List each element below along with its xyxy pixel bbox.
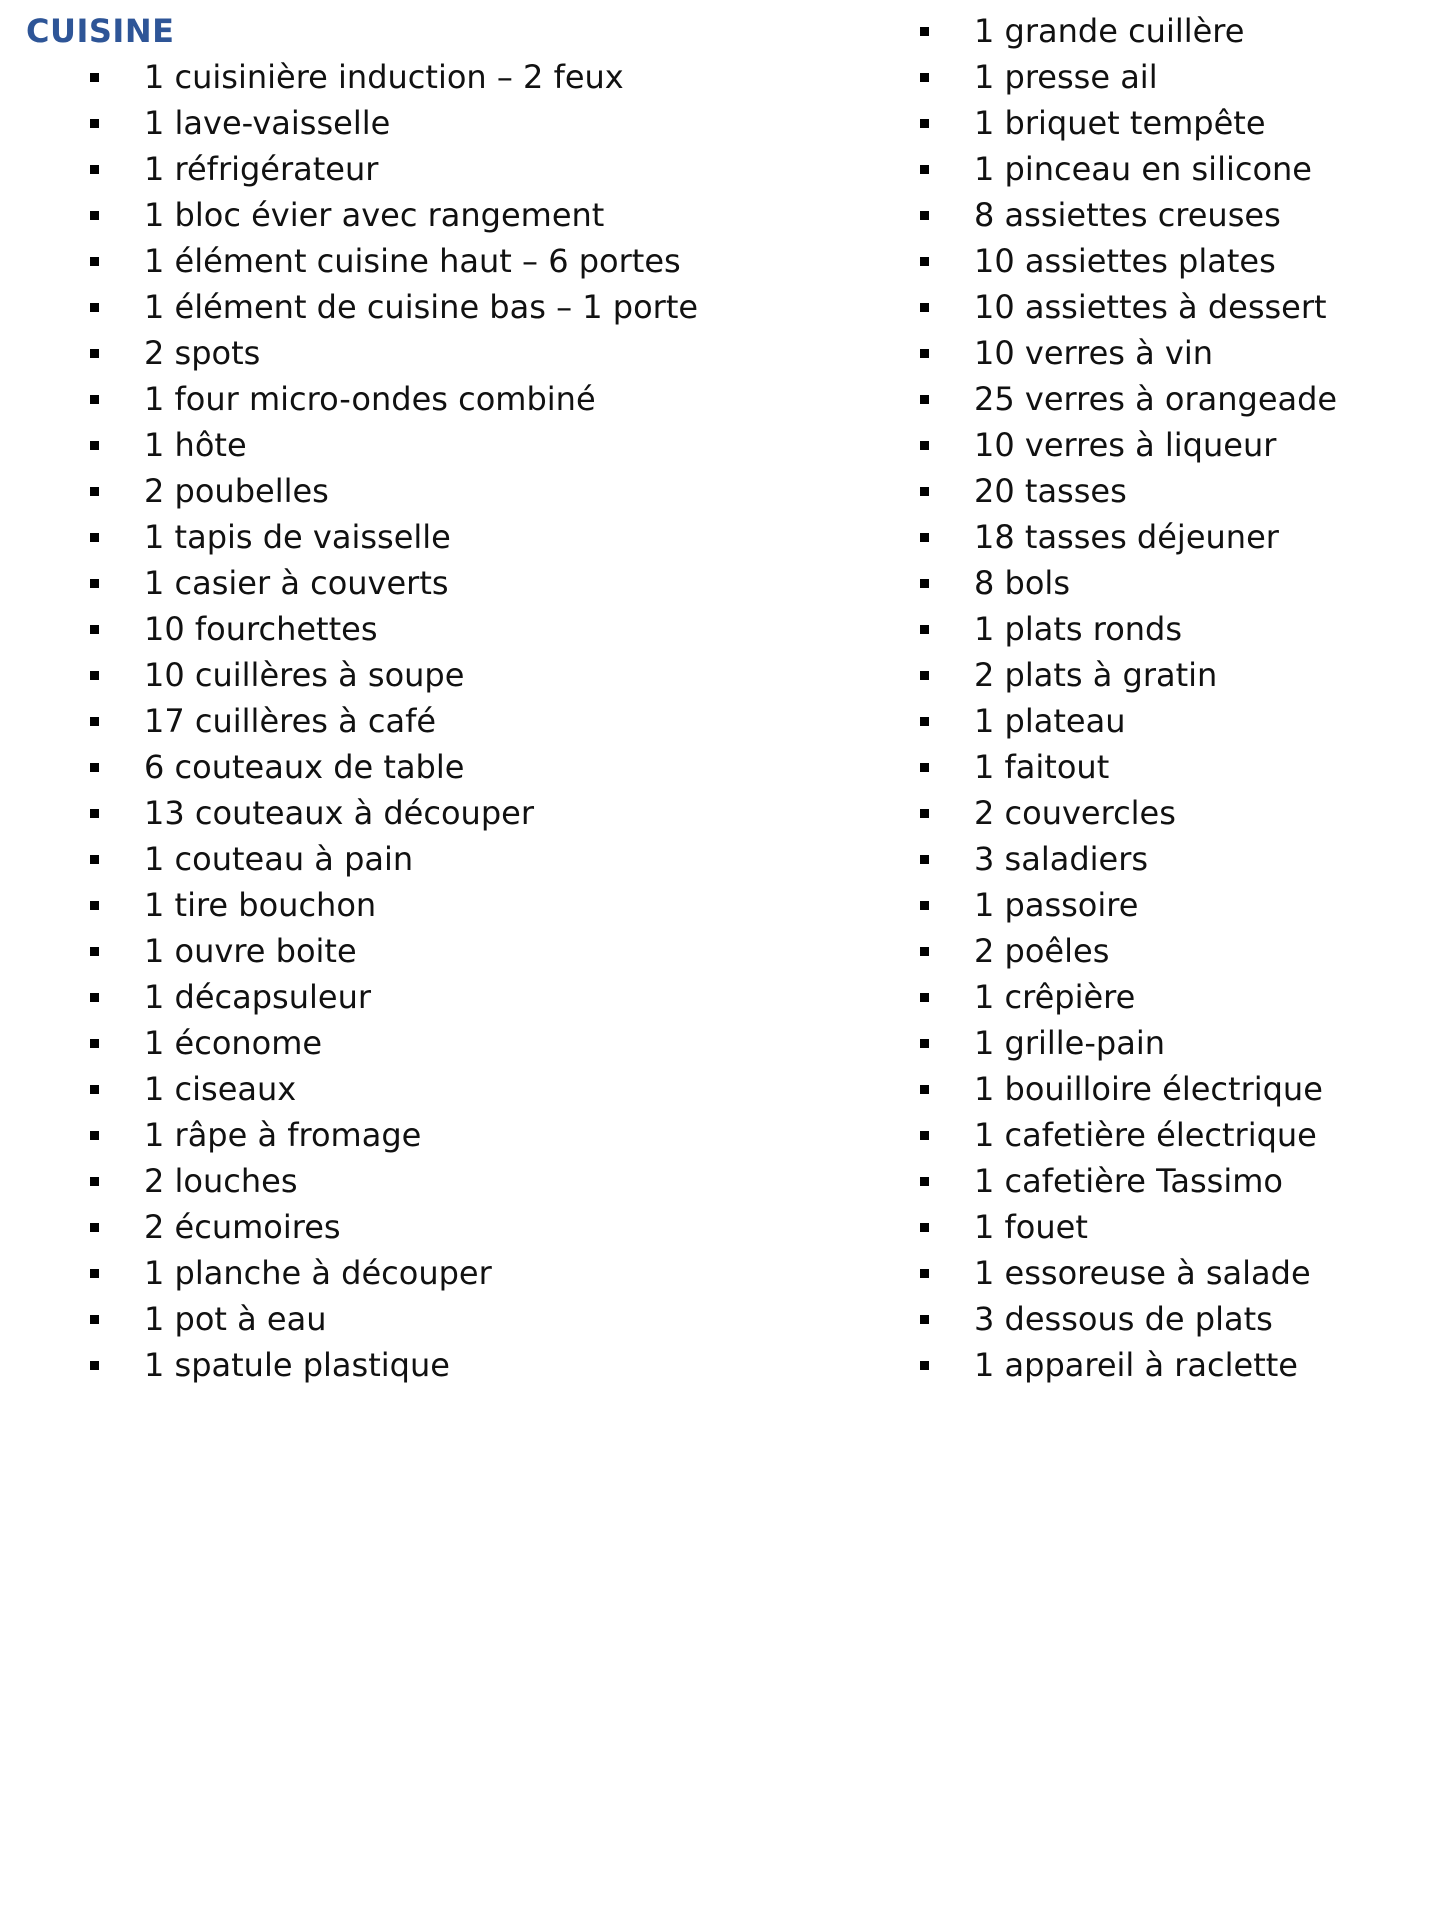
square-bullet-icon [920,1039,929,1048]
square-bullet-icon [920,119,929,128]
list-item-label: 1 plateau [974,702,1126,740]
square-bullet-icon [90,625,99,634]
list-item-label: 1 planche à découper [144,1254,492,1292]
list-item-label: 10 fourchettes [144,610,378,648]
list-item-label: 2 louches [144,1162,298,1200]
list-item-label: 1 cafetière Tassimo [974,1162,1283,1200]
list-item-label: 10 verres à vin [974,334,1213,372]
square-bullet-icon [920,73,929,82]
square-bullet-icon [920,487,929,496]
list-item [0,1158,880,1204]
list-item-label: 1 cuisinière induction – 2 feux [144,58,624,96]
square-bullet-icon [920,533,929,542]
square-bullet-icon [90,165,99,174]
list-item [0,1250,880,1296]
list-item-label: 6 couteaux de table [144,748,465,786]
section-heading-cuisine: CUISINE [26,12,175,50]
list-item-label: 1 lave-vaisselle [144,104,391,142]
square-bullet-icon [920,349,929,358]
square-bullet-icon [920,27,929,36]
list-item-label: 2 couvercles [974,794,1176,832]
list-item-label: 1 ciseaux [144,1070,297,1108]
square-bullet-icon [920,1177,929,1186]
list-item-label: 1 réfrigérateur [144,150,379,188]
square-bullet-icon [90,1315,99,1324]
square-bullet-icon [920,441,929,450]
square-bullet-icon [90,1131,99,1140]
square-bullet-icon [920,579,929,588]
list-item-label: 1 spatule plastique [144,1346,450,1384]
list-item-label: 1 essoreuse à salade [974,1254,1311,1292]
list-item [0,514,880,560]
list-item-label: 1 fouet [974,1208,1088,1246]
list-item-label: 1 économe [144,1024,323,1062]
list-item [0,560,880,606]
list-item [0,284,880,330]
list-item-label: 1 plats ronds [974,610,1183,648]
list-item-label: 1 four micro-ondes combiné [144,380,596,418]
square-bullet-icon [920,671,929,680]
list-item-label: 1 élément cuisine haut – 6 portes [144,242,681,280]
square-bullet-icon [90,717,99,726]
list-item-label: 1 ouvre boite [144,932,357,970]
list-item [0,376,880,422]
square-bullet-icon [90,533,99,542]
list-item-label: 17 cuillères à café [144,702,437,740]
list-item [880,192,1440,238]
square-bullet-icon [90,1269,99,1278]
list-item [880,330,1440,376]
list-item-label: 8 assiettes creuses [974,196,1281,234]
list-item [880,1204,1440,1250]
list-item [880,652,1440,698]
list-item [0,146,880,192]
list-item-label: 1 faitout [974,748,1110,786]
square-bullet-icon [920,901,929,910]
list-item-label: 13 couteaux à découper [144,794,534,832]
list-item-label: 3 dessous de plats [974,1300,1273,1338]
list-item [0,652,880,698]
square-bullet-icon [920,625,929,634]
list-item [0,606,880,652]
list-item [880,1066,1440,1112]
list-item [0,100,880,146]
list-item-label: 1 décapsuleur [144,978,372,1016]
list-item-label: 1 casier à couverts [144,564,449,602]
square-bullet-icon [90,257,99,266]
square-bullet-icon [920,809,929,818]
square-bullet-icon [90,1223,99,1232]
list-item [0,882,880,928]
list-item-label: 1 appareil à raclette [974,1346,1298,1384]
list-item-label: 10 assiettes plates [974,242,1276,280]
list-item [880,1020,1440,1066]
list-item [880,836,1440,882]
list-item [880,1158,1440,1204]
square-bullet-icon [920,165,929,174]
list-item [880,422,1440,468]
list-item [880,284,1440,330]
square-bullet-icon [90,211,99,220]
list-item-label: 1 élément de cuisine bas – 1 porte [144,288,699,326]
list-item [880,882,1440,928]
square-bullet-icon [90,303,99,312]
square-bullet-icon [90,947,99,956]
list-item [0,836,880,882]
list-item [880,468,1440,514]
square-bullet-icon [90,993,99,1002]
list-item [0,1066,880,1112]
list-item [0,1296,880,1342]
list-item-label: 2 écumoires [144,1208,341,1246]
list-item-label: 25 verres à orangeade [974,380,1338,418]
square-bullet-icon [90,395,99,404]
list-item-label: 20 tasses [974,472,1127,510]
list-item [0,744,880,790]
list-item-label: 1 râpe à fromage [144,1116,422,1154]
list-item [0,330,880,376]
list-item [0,790,880,836]
square-bullet-icon [920,763,929,772]
list-item-label: 1 presse ail [974,58,1158,96]
list-item [0,1342,880,1388]
list-item-label: 1 grille-pain [974,1024,1165,1062]
list-item-label: 10 verres à liqueur [974,426,1277,464]
square-bullet-icon [90,855,99,864]
square-bullet-icon [920,211,929,220]
list-item-label: 1 passoire [974,886,1139,924]
list-item-label: 3 saladiers [974,840,1149,878]
list-item-label: 1 cafetière électrique [974,1116,1317,1154]
list-item [880,744,1440,790]
square-bullet-icon [90,441,99,450]
list-item [880,1250,1440,1296]
list-item [0,192,880,238]
square-bullet-icon [90,1361,99,1370]
list-item-label: 1 couteau à pain [144,840,414,878]
list-item-label: 2 poêles [974,932,1110,970]
list-item [880,54,1440,100]
square-bullet-icon [920,395,929,404]
list-item [0,974,880,1020]
square-bullet-icon [90,809,99,818]
left-item-list [0,8,880,1388]
list-item [0,928,880,974]
square-bullet-icon [90,579,99,588]
list-item [880,560,1440,606]
list-item-label: 1 bouilloire électrique [974,1070,1323,1108]
square-bullet-icon [920,1361,929,1370]
list-item [880,698,1440,744]
square-bullet-icon [920,1315,929,1324]
square-bullet-icon [90,763,99,772]
list-item [0,54,880,100]
list-item-label: 18 tasses déjeuner [974,518,1279,556]
list-item [880,376,1440,422]
list-item [0,698,880,744]
square-bullet-icon [90,671,99,680]
square-bullet-icon [90,73,99,82]
list-item [880,1112,1440,1158]
list-item [880,238,1440,284]
list-item [880,100,1440,146]
square-bullet-icon [920,993,929,1002]
list-item-label: 2 plats à gratin [974,656,1218,694]
list-item [0,1112,880,1158]
right-item-list [880,8,1440,1388]
list-item [880,928,1440,974]
square-bullet-icon [920,303,929,312]
square-bullet-icon [90,487,99,496]
square-bullet-icon [920,257,929,266]
square-bullet-icon [920,1269,929,1278]
list-item [0,1204,880,1250]
square-bullet-icon [920,855,929,864]
list-item-label: 1 grande cuillère [974,12,1245,50]
square-bullet-icon [90,1085,99,1094]
list-item-label: 1 hôte [144,426,247,464]
list-item [0,1020,880,1066]
list-item-label: 1 pot à eau [144,1300,327,1338]
square-bullet-icon [90,1177,99,1186]
square-bullet-icon [920,1131,929,1140]
square-bullet-icon [920,717,929,726]
list-item-label: 8 bols [974,564,1070,602]
list-item [880,8,1440,54]
list-item-label: 1 tapis de vaisselle [144,518,451,556]
list-item [0,468,880,514]
list-item-label: 1 crêpière [974,978,1136,1016]
square-bullet-icon [920,1223,929,1232]
list-item [880,974,1440,1020]
list-item [880,790,1440,836]
square-bullet-icon [920,1085,929,1094]
list-item [0,238,880,284]
list-item-label: 10 cuillères à soupe [144,656,465,694]
square-bullet-icon [920,947,929,956]
list-item-label: 2 spots [144,334,261,372]
list-item-label: 10 assiettes à dessert [974,288,1327,326]
list-item [880,1296,1440,1342]
square-bullet-icon [90,119,99,128]
list-item [880,1342,1440,1388]
list-item-label: 1 pinceau en silicone [974,150,1312,188]
list-item [0,422,880,468]
list-item [880,146,1440,192]
square-bullet-icon [90,1039,99,1048]
list-item-label: 2 poubelles [144,472,329,510]
square-bullet-icon [90,349,99,358]
list-item-label: 1 tire bouchon [144,886,377,924]
list-item-label: 1 bloc évier avec rangement [144,196,605,234]
list-item [880,606,1440,652]
list-item [880,514,1440,560]
square-bullet-icon [90,901,99,910]
list-item-label: 1 briquet tempête [974,104,1266,142]
